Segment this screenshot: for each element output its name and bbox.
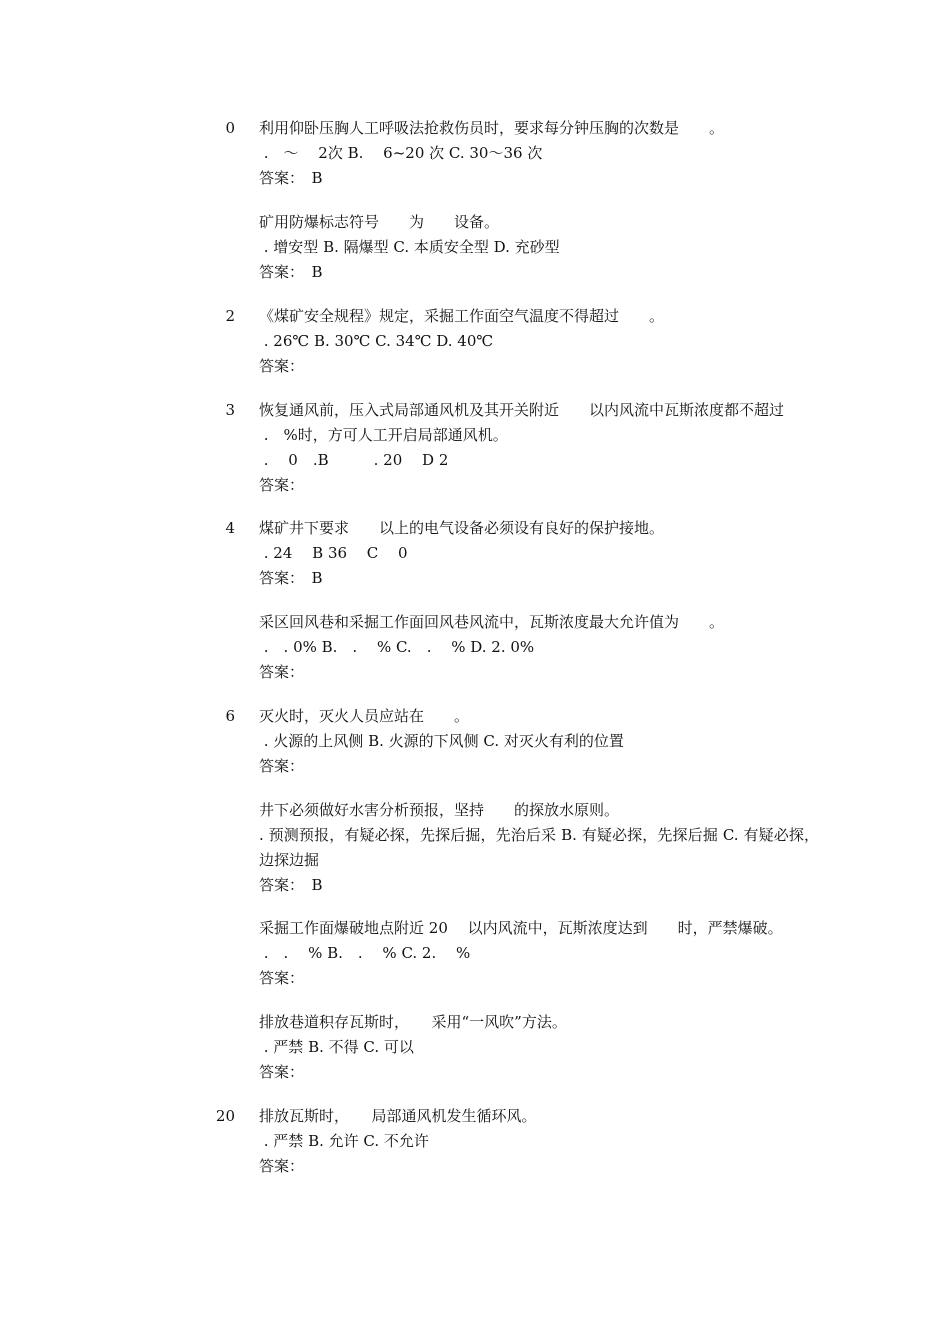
question-options: . 26℃ B. 30℃ C. 34℃ D. 40℃ [259, 332, 494, 350]
question-options: . 火源的上风侧 B. 火源的下风侧 C. 对灭火有利的位置 [259, 732, 624, 750]
question-answer: 答案： [259, 1063, 305, 1081]
question-number: 6 [225, 707, 235, 725]
question-options: . 严禁 B. 不得 C. 可以 [259, 1038, 414, 1056]
question-text: 矿用防爆标志符号 为 设备。 [259, 213, 500, 231]
question-answer: 答案： [259, 357, 305, 375]
question-text: 井下必须做好水害分析预报，坚持 的探放水原则。 [259, 801, 620, 819]
question-text: 排放瓦斯时， 局部通风机发生循环风。 [259, 1107, 537, 1125]
question-answer: 答案： [259, 1157, 305, 1175]
question-answer: 答案： B [259, 263, 323, 281]
question-answer: 答案： [259, 969, 305, 987]
question-text: 利用仰卧压胸人工呼吸法抢救伤员时，要求每分钟压胸的次数是 。 [259, 119, 725, 137]
question-number: 2 [225, 307, 235, 325]
question-text: 恢复通风前，压入式局部通风机及其开关附近 以内风流中瓦斯浓度都不超过 [259, 401, 785, 419]
question-text: 煤矿井下要求 以上的电气设备必须设有良好的保护接地。 [259, 519, 665, 537]
question-text: 采掘工作面爆破地点附近 20 以内风流中，瓦斯浓度达到 时，严禁爆破。 [259, 919, 783, 937]
question-options: . 0 .B . 20 D 2 [259, 451, 449, 469]
question-number: 4 [225, 519, 235, 537]
question-options: . 24 B 36 C 0 [259, 544, 408, 562]
question-answer: 答案： B [259, 169, 323, 187]
question-answer: 答案： [259, 663, 305, 681]
question-answer: 答案： B [259, 876, 323, 894]
question-options: . . 0% B. . % C. . % D. 2. 0% [259, 638, 535, 656]
question-options: . ～ 2次 B. 6~20 次 C. 30～36 次 [259, 144, 543, 162]
question-answer: 答案： B [259, 569, 323, 587]
question-text-continued: . %时，方可人工开启局部通风机。 [259, 426, 508, 444]
question-options: . 预测预报，有疑必探，先探后掘，先治后采 B. 有疑必探，先探后掘 C. 有疑必探，边探边掘 [259, 826, 819, 869]
question-options: . 严禁 B. 允许 C. 不允许 [259, 1132, 429, 1150]
question-answer: 答案： [259, 476, 305, 494]
question-text: 采区回风巷和采掘工作面回风巷风流中，瓦斯浓度最大允许值为 。 [259, 613, 725, 631]
question-answer: 答案： [259, 757, 305, 775]
question-number: 3 [225, 401, 235, 419]
question-text: 排放巷道积存瓦斯时， 采用“一风吹”方法。 [259, 1013, 567, 1031]
question-text: 灭火时，灭火人员应站在 。 [259, 707, 470, 725]
question-text: 《煤矿安全规程》规定，采掘工作面空气温度不得超过 。 [259, 307, 665, 325]
question-options: . . % B. . % C. 2. % [259, 944, 471, 962]
question-number: 0 [225, 119, 235, 137]
question-options: . 增安型 B. 隔爆型 C. 本质安全型 D. 充砂型 [259, 238, 560, 256]
question-number: 20 [215, 1107, 235, 1125]
